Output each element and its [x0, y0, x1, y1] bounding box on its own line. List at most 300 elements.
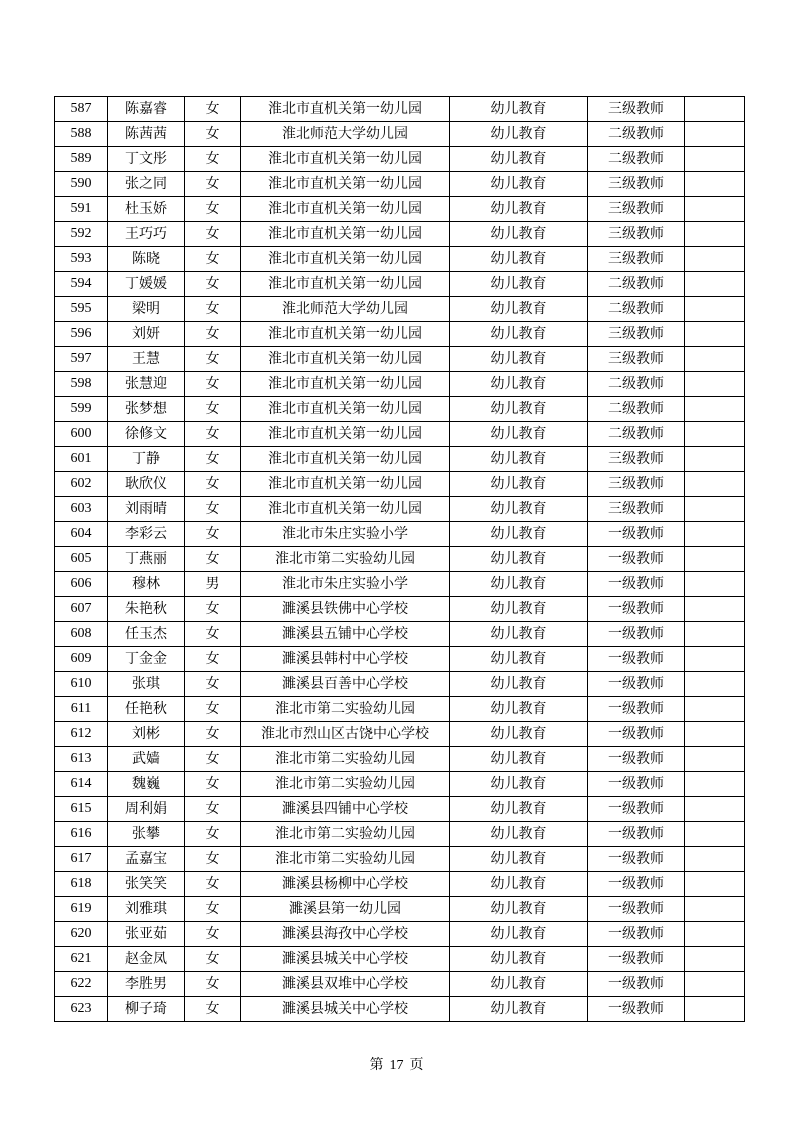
- serial-number-cell: 615: [55, 797, 108, 822]
- gender-cell: 女: [185, 797, 241, 822]
- title-level-cell: 三级教师: [588, 172, 685, 197]
- title-level-cell: 三级教师: [588, 222, 685, 247]
- title-level-cell: 二级教师: [588, 372, 685, 397]
- remarks-cell: [685, 447, 745, 472]
- workplace-cell: 淮北市烈山区古饶中心学校: [241, 722, 450, 747]
- remarks-cell: [685, 172, 745, 197]
- name-cell: 柳子琦: [108, 997, 185, 1022]
- gender-cell: 女: [185, 197, 241, 222]
- table-row: [55, 497, 745, 522]
- title-level-cell: 一级教师: [588, 847, 685, 872]
- title-level-cell: 一级教师: [588, 722, 685, 747]
- name-cell: 张梦想: [108, 397, 185, 422]
- subject-cell: 幼儿教育: [450, 997, 588, 1022]
- workplace-cell: 濉溪县杨柳中心学校: [241, 872, 450, 897]
- name-cell: 周利娟: [108, 797, 185, 822]
- gender-cell: 女: [185, 697, 241, 722]
- name-cell: 任玉杰: [108, 622, 185, 647]
- name-cell: 张之同: [108, 172, 185, 197]
- gender-cell: 女: [185, 397, 241, 422]
- gender-cell: 女: [185, 772, 241, 797]
- workplace-cell: 淮北市直机关第一幼儿园: [241, 447, 450, 472]
- gender-cell: 男: [185, 572, 241, 597]
- subject-cell: 幼儿教育: [450, 222, 588, 247]
- workplace-cell: 濉溪县百善中心学校: [241, 672, 450, 697]
- serial-number-cell: 592: [55, 222, 108, 247]
- remarks-cell: [685, 272, 745, 297]
- table-row: [55, 647, 745, 672]
- subject-cell: 幼儿教育: [450, 272, 588, 297]
- serial-number-cell: 620: [55, 922, 108, 947]
- title-level-cell: 一级教师: [588, 872, 685, 897]
- serial-number-cell: 589: [55, 147, 108, 172]
- subject-cell: 幼儿教育: [450, 647, 588, 672]
- subject-cell: 幼儿教育: [450, 322, 588, 347]
- page-suffix: 页: [409, 1058, 424, 1073]
- table-row: [55, 272, 745, 297]
- serial-number-cell: 604: [55, 522, 108, 547]
- serial-number-cell: 591: [55, 197, 108, 222]
- table-row: [55, 397, 745, 422]
- name-cell: 王巧巧: [108, 222, 185, 247]
- serial-number-cell: 622: [55, 972, 108, 997]
- table-row: [55, 897, 745, 922]
- title-level-cell: 二级教师: [588, 397, 685, 422]
- table-row: [55, 197, 745, 222]
- table-row: [55, 172, 745, 197]
- title-level-cell: 三级教师: [588, 347, 685, 372]
- name-cell: 张亚茹: [108, 922, 185, 947]
- title-level-cell: 一级教师: [588, 672, 685, 697]
- table-row: [55, 222, 745, 247]
- table-row: [55, 447, 745, 472]
- serial-number-cell: 590: [55, 172, 108, 197]
- serial-number-cell: 621: [55, 947, 108, 972]
- gender-cell: 女: [185, 672, 241, 697]
- title-level-cell: 一级教师: [588, 547, 685, 572]
- workplace-cell: 淮北市直机关第一幼儿园: [241, 97, 450, 122]
- table-row: [55, 372, 745, 397]
- serial-number-cell: 600: [55, 422, 108, 447]
- name-cell: 魏巍: [108, 772, 185, 797]
- workplace-cell: 淮北市朱庄实验小学: [241, 522, 450, 547]
- remarks-cell: [685, 922, 745, 947]
- serial-number-cell: 599: [55, 397, 108, 422]
- workplace-cell: 淮北市第二实验幼儿园: [241, 847, 450, 872]
- serial-number-cell: 606: [55, 572, 108, 597]
- subject-cell: 幼儿教育: [450, 472, 588, 497]
- table-row: [55, 947, 745, 972]
- title-level-cell: 一级教师: [588, 972, 685, 997]
- name-cell: 刘彬: [108, 722, 185, 747]
- workplace-cell: 淮北市直机关第一幼儿园: [241, 147, 450, 172]
- title-level-cell: 一级教师: [588, 922, 685, 947]
- table-row: [55, 872, 745, 897]
- remarks-cell: [685, 622, 745, 647]
- title-level-cell: 二级教师: [588, 297, 685, 322]
- remarks-cell: [685, 772, 745, 797]
- name-cell: 徐修文: [108, 422, 185, 447]
- gender-cell: 女: [185, 947, 241, 972]
- workplace-cell: 淮北市第二实验幼儿园: [241, 822, 450, 847]
- serial-number-cell: 612: [55, 722, 108, 747]
- subject-cell: 幼儿教育: [450, 147, 588, 172]
- table-row: [55, 347, 745, 372]
- table-row: [55, 772, 745, 797]
- title-level-cell: 一级教师: [588, 697, 685, 722]
- workplace-cell: 濉溪县城关中心学校: [241, 997, 450, 1022]
- remarks-cell: [685, 822, 745, 847]
- name-cell: 耿欣仪: [108, 472, 185, 497]
- gender-cell: 女: [185, 722, 241, 747]
- table-row: [55, 572, 745, 597]
- gender-cell: 女: [185, 897, 241, 922]
- remarks-cell: [685, 672, 745, 697]
- title-level-cell: 一级教师: [588, 797, 685, 822]
- name-cell: 丁燕丽: [108, 547, 185, 572]
- subject-cell: 幼儿教育: [450, 697, 588, 722]
- gender-cell: 女: [185, 297, 241, 322]
- gender-cell: 女: [185, 647, 241, 672]
- gender-cell: 女: [185, 622, 241, 647]
- name-cell: 陈嘉睿: [108, 97, 185, 122]
- workplace-cell: 濉溪县海孜中心学校: [241, 922, 450, 947]
- gender-cell: 女: [185, 522, 241, 547]
- remarks-cell: [685, 697, 745, 722]
- serial-number-cell: 601: [55, 447, 108, 472]
- title-level-cell: 二级教师: [588, 122, 685, 147]
- title-level-cell: 三级教师: [588, 247, 685, 272]
- workplace-cell: 淮北市直机关第一幼儿园: [241, 497, 450, 522]
- subject-cell: 幼儿教育: [450, 847, 588, 872]
- title-level-cell: 一级教师: [588, 597, 685, 622]
- remarks-cell: [685, 572, 745, 597]
- name-cell: 张笑笑: [108, 872, 185, 897]
- table-row: [55, 122, 745, 147]
- serial-number-cell: 595: [55, 297, 108, 322]
- table-row: [55, 697, 745, 722]
- workplace-cell: 淮北市直机关第一幼儿园: [241, 422, 450, 447]
- serial-number-cell: 596: [55, 322, 108, 347]
- gender-cell: 女: [185, 497, 241, 522]
- workplace-cell: 淮北市直机关第一幼儿园: [241, 397, 450, 422]
- serial-number-cell: 603: [55, 497, 108, 522]
- gender-cell: 女: [185, 222, 241, 247]
- title-level-cell: 三级教师: [588, 197, 685, 222]
- subject-cell: 幼儿教育: [450, 397, 588, 422]
- name-cell: 张琪: [108, 672, 185, 697]
- workplace-cell: 淮北市直机关第一幼儿园: [241, 247, 450, 272]
- serial-number-cell: 613: [55, 747, 108, 772]
- workplace-cell: 淮北市直机关第一幼儿园: [241, 347, 450, 372]
- title-level-cell: 三级教师: [588, 322, 685, 347]
- gender-cell: 女: [185, 447, 241, 472]
- subject-cell: 幼儿教育: [450, 197, 588, 222]
- workplace-cell: 濉溪县城关中心学校: [241, 947, 450, 972]
- teacher-roster-table: [54, 96, 745, 1022]
- remarks-cell: [685, 972, 745, 997]
- name-cell: 丁金金: [108, 647, 185, 672]
- workplace-cell: 濉溪县五铺中心学校: [241, 622, 450, 647]
- name-cell: 孟嘉宝: [108, 847, 185, 872]
- title-level-cell: 一级教师: [588, 997, 685, 1022]
- table-row: [55, 597, 745, 622]
- table-row: [55, 97, 745, 122]
- name-cell: 王慧: [108, 347, 185, 372]
- table-row: [55, 147, 745, 172]
- name-cell: 武嫱: [108, 747, 185, 772]
- workplace-cell: 濉溪县第一幼儿园: [241, 897, 450, 922]
- subject-cell: 幼儿教育: [450, 972, 588, 997]
- subject-cell: 幼儿教育: [450, 572, 588, 597]
- name-cell: 刘雅琪: [108, 897, 185, 922]
- workplace-cell: 淮北市直机关第一幼儿园: [241, 222, 450, 247]
- title-level-cell: 一级教师: [588, 897, 685, 922]
- name-cell: 刘妍: [108, 322, 185, 347]
- title-level-cell: 三级教师: [588, 447, 685, 472]
- title-level-cell: 三级教师: [588, 472, 685, 497]
- remarks-cell: [685, 297, 745, 322]
- workplace-cell: 淮北师范大学幼儿园: [241, 297, 450, 322]
- subject-cell: 幼儿教育: [450, 872, 588, 897]
- table-row: [55, 722, 745, 747]
- serial-number-cell: 588: [55, 122, 108, 147]
- workplace-cell: 淮北市朱庄实验小学: [241, 572, 450, 597]
- remarks-cell: [685, 897, 745, 922]
- table-row: [55, 797, 745, 822]
- name-cell: 梁明: [108, 297, 185, 322]
- name-cell: 刘雨晴: [108, 497, 185, 522]
- table-row: [55, 672, 745, 697]
- serial-number-cell: 610: [55, 672, 108, 697]
- gender-cell: 女: [185, 847, 241, 872]
- remarks-cell: [685, 347, 745, 372]
- gender-cell: 女: [185, 147, 241, 172]
- remarks-cell: [685, 97, 745, 122]
- name-cell: 丁文彤: [108, 147, 185, 172]
- gender-cell: 女: [185, 472, 241, 497]
- workplace-cell: 濉溪县四铺中心学校: [241, 797, 450, 822]
- gender-cell: 女: [185, 172, 241, 197]
- title-level-cell: 一级教师: [588, 572, 685, 597]
- page-prefix: 第: [369, 1058, 384, 1073]
- remarks-cell: [685, 422, 745, 447]
- serial-number-cell: 608: [55, 622, 108, 647]
- workplace-cell: 淮北市第二实验幼儿园: [241, 697, 450, 722]
- serial-number-cell: 611: [55, 697, 108, 722]
- title-level-cell: 一级教师: [588, 522, 685, 547]
- table-row: [55, 422, 745, 447]
- workplace-cell: 淮北市直机关第一幼儿园: [241, 272, 450, 297]
- name-cell: 陈茜茜: [108, 122, 185, 147]
- workplace-cell: 淮北市第二实验幼儿园: [241, 547, 450, 572]
- subject-cell: 幼儿教育: [450, 922, 588, 947]
- serial-number-cell: 609: [55, 647, 108, 672]
- subject-cell: 幼儿教育: [450, 172, 588, 197]
- serial-number-cell: 587: [55, 97, 108, 122]
- remarks-cell: [685, 147, 745, 172]
- subject-cell: 幼儿教育: [450, 97, 588, 122]
- remarks-cell: [685, 122, 745, 147]
- page-number: 17: [389, 1058, 404, 1073]
- table-row: [55, 997, 745, 1022]
- table-row: [55, 547, 745, 572]
- subject-cell: 幼儿教育: [450, 797, 588, 822]
- gender-cell: 女: [185, 547, 241, 572]
- remarks-cell: [685, 747, 745, 772]
- gender-cell: 女: [185, 597, 241, 622]
- serial-number-cell: 605: [55, 547, 108, 572]
- remarks-cell: [685, 322, 745, 347]
- remarks-cell: [685, 197, 745, 222]
- subject-cell: 幼儿教育: [450, 347, 588, 372]
- serial-number-cell: 593: [55, 247, 108, 272]
- serial-number-cell: 617: [55, 847, 108, 872]
- table-row: [55, 522, 745, 547]
- remarks-cell: [685, 947, 745, 972]
- table-row: [55, 322, 745, 347]
- workplace-cell: 濉溪县铁佛中心学校: [241, 597, 450, 622]
- table-row: [55, 747, 745, 772]
- subject-cell: 幼儿教育: [450, 497, 588, 522]
- name-cell: 李彩云: [108, 522, 185, 547]
- subject-cell: 幼儿教育: [450, 747, 588, 772]
- name-cell: 杜玉娇: [108, 197, 185, 222]
- gender-cell: 女: [185, 872, 241, 897]
- title-level-cell: 三级教师: [588, 497, 685, 522]
- serial-number-cell: 598: [55, 372, 108, 397]
- remarks-cell: [685, 847, 745, 872]
- roster-table-body: [55, 97, 745, 1022]
- subject-cell: 幼儿教育: [450, 622, 588, 647]
- serial-number-cell: 594: [55, 272, 108, 297]
- remarks-cell: [685, 547, 745, 572]
- name-cell: 任艳秋: [108, 697, 185, 722]
- workplace-cell: 濉溪县韩村中心学校: [241, 647, 450, 672]
- remarks-cell: [685, 797, 745, 822]
- title-level-cell: 二级教师: [588, 272, 685, 297]
- workplace-cell: 淮北市直机关第一幼儿园: [241, 372, 450, 397]
- workplace-cell: 濉溪县双堆中心学校: [241, 972, 450, 997]
- name-cell: 李胜男: [108, 972, 185, 997]
- subject-cell: 幼儿教育: [450, 897, 588, 922]
- name-cell: 朱艳秋: [108, 597, 185, 622]
- remarks-cell: [685, 497, 745, 522]
- table-row: [55, 472, 745, 497]
- title-level-cell: 一级教师: [588, 747, 685, 772]
- workplace-cell: 淮北市直机关第一幼儿园: [241, 322, 450, 347]
- name-cell: 赵金凤: [108, 947, 185, 972]
- title-level-cell: 一级教师: [588, 822, 685, 847]
- subject-cell: 幼儿教育: [450, 672, 588, 697]
- remarks-cell: [685, 872, 745, 897]
- name-cell: 张慧迎: [108, 372, 185, 397]
- subject-cell: 幼儿教育: [450, 122, 588, 147]
- remarks-cell: [685, 722, 745, 747]
- serial-number-cell: 616: [55, 822, 108, 847]
- table-row: [55, 622, 745, 647]
- title-level-cell: 一级教师: [588, 647, 685, 672]
- remarks-cell: [685, 372, 745, 397]
- workplace-cell: 淮北市直机关第一幼儿园: [241, 172, 450, 197]
- gender-cell: 女: [185, 372, 241, 397]
- remarks-cell: [685, 397, 745, 422]
- serial-number-cell: 607: [55, 597, 108, 622]
- subject-cell: 幼儿教育: [450, 547, 588, 572]
- serial-number-cell: 597: [55, 347, 108, 372]
- subject-cell: 幼儿教育: [450, 597, 588, 622]
- gender-cell: 女: [185, 347, 241, 372]
- table-row: [55, 247, 745, 272]
- gender-cell: 女: [185, 122, 241, 147]
- title-level-cell: 一级教师: [588, 772, 685, 797]
- remarks-cell: [685, 997, 745, 1022]
- workplace-cell: 淮北师范大学幼儿园: [241, 122, 450, 147]
- gender-cell: 女: [185, 272, 241, 297]
- name-cell: 穆林: [108, 572, 185, 597]
- subject-cell: 幼儿教育: [450, 522, 588, 547]
- remarks-cell: [685, 247, 745, 272]
- name-cell: 陈晓: [108, 247, 185, 272]
- name-cell: 丁静: [108, 447, 185, 472]
- subject-cell: 幼儿教育: [450, 422, 588, 447]
- table-row: [55, 847, 745, 872]
- subject-cell: 幼儿教育: [450, 772, 588, 797]
- remarks-cell: [685, 647, 745, 672]
- table-row: [55, 822, 745, 847]
- remarks-cell: [685, 222, 745, 247]
- remarks-cell: [685, 472, 745, 497]
- title-level-cell: 三级教师: [588, 97, 685, 122]
- remarks-cell: [685, 522, 745, 547]
- workplace-cell: 淮北市直机关第一幼儿园: [241, 472, 450, 497]
- subject-cell: 幼儿教育: [450, 947, 588, 972]
- gender-cell: 女: [185, 322, 241, 347]
- subject-cell: 幼儿教育: [450, 822, 588, 847]
- title-level-cell: 二级教师: [588, 147, 685, 172]
- serial-number-cell: 602: [55, 472, 108, 497]
- serial-number-cell: 614: [55, 772, 108, 797]
- subject-cell: 幼儿教育: [450, 372, 588, 397]
- subject-cell: 幼儿教育: [450, 447, 588, 472]
- serial-number-cell: 618: [55, 872, 108, 897]
- title-level-cell: 一级教师: [588, 622, 685, 647]
- name-cell: 张攀: [108, 822, 185, 847]
- subject-cell: 幼儿教育: [450, 722, 588, 747]
- subject-cell: 幼儿教育: [450, 247, 588, 272]
- gender-cell: 女: [185, 822, 241, 847]
- workplace-cell: 淮北市第二实验幼儿园: [241, 772, 450, 797]
- subject-cell: 幼儿教育: [450, 297, 588, 322]
- serial-number-cell: 619: [55, 897, 108, 922]
- serial-number-cell: 623: [55, 997, 108, 1022]
- gender-cell: 女: [185, 972, 241, 997]
- gender-cell: 女: [185, 97, 241, 122]
- table-row: [55, 972, 745, 997]
- gender-cell: 女: [185, 422, 241, 447]
- name-cell: 丁媛媛: [108, 272, 185, 297]
- gender-cell: 女: [185, 997, 241, 1022]
- workplace-cell: 淮北市第二实验幼儿园: [241, 747, 450, 772]
- gender-cell: 女: [185, 247, 241, 272]
- page-number-footer: [0, 1054, 793, 1074]
- table-row: [55, 922, 745, 947]
- title-level-cell: 一级教师: [588, 947, 685, 972]
- remarks-cell: [685, 597, 745, 622]
- gender-cell: 女: [185, 747, 241, 772]
- table-row: [55, 297, 745, 322]
- gender-cell: 女: [185, 922, 241, 947]
